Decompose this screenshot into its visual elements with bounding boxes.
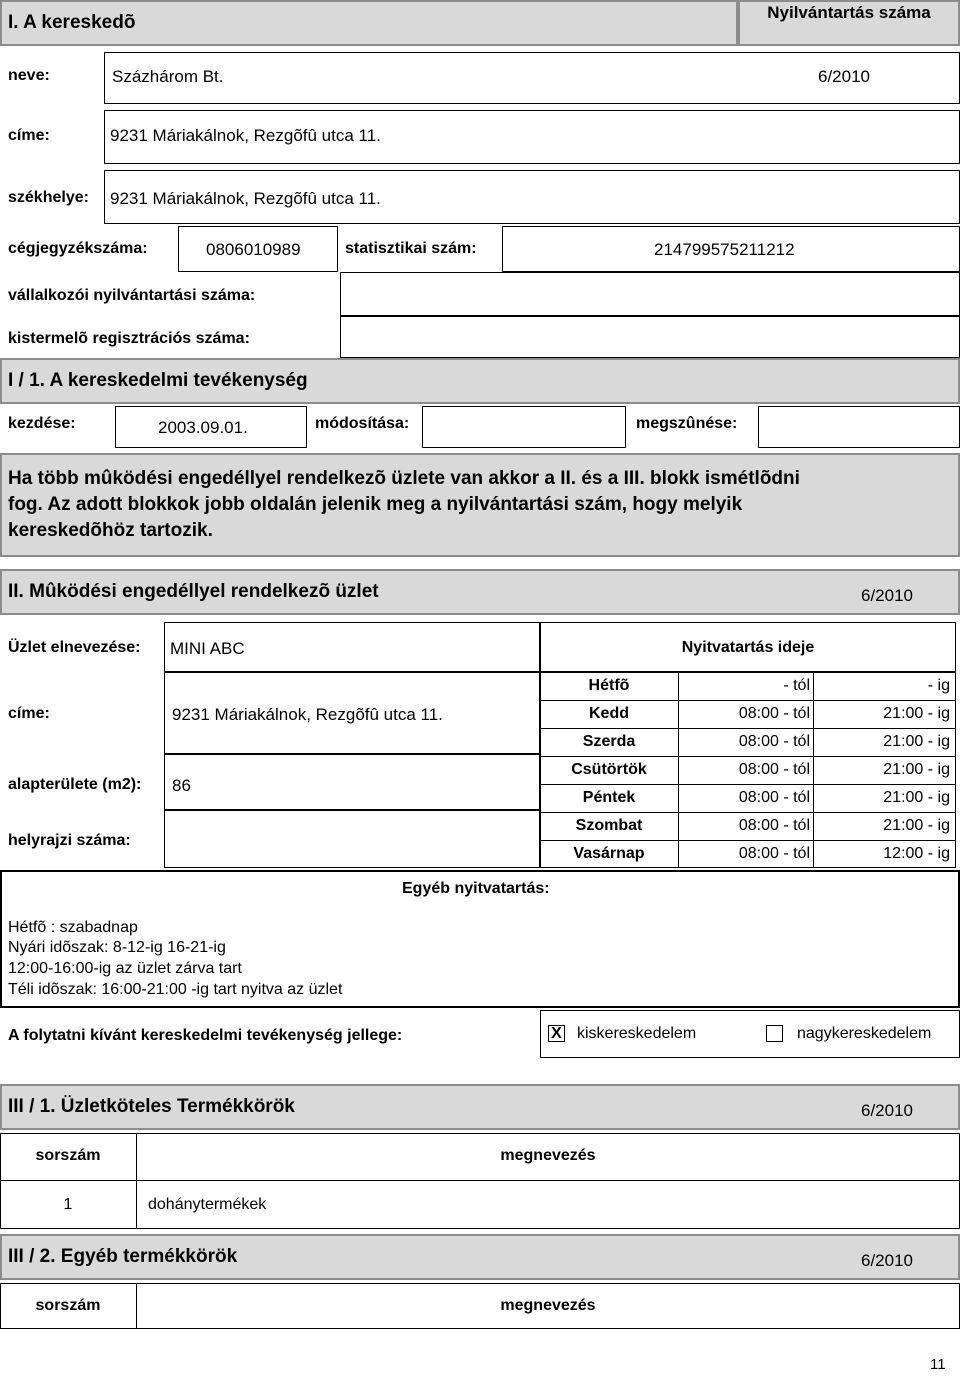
- lot-label: helyrajzi száma:: [8, 832, 131, 849]
- product-row-number: 1: [63, 1196, 73, 1213]
- hours-from: 08:00 - tól: [738, 817, 810, 834]
- hours-to: - ig: [927, 677, 950, 694]
- retail-checkbox[interactable]: X: [548, 1025, 565, 1042]
- hours-from: 08:00 - tól: [738, 789, 810, 806]
- col-number-header: sorszám: [35, 1297, 101, 1314]
- products-section-title: III / 1. Üzletköteles Termékkörök: [8, 1096, 295, 1117]
- name-value: Százhárom Bt.: [112, 67, 224, 86]
- products-reg-number: 6/2010: [861, 1101, 913, 1120]
- reg-number-label: Nyilvántartás száma: [767, 3, 931, 22]
- entrepreneur-field: [340, 272, 960, 316]
- product-row-name: dohánytermékek: [148, 1196, 267, 1213]
- col-name-header: megnevezés: [500, 1147, 596, 1164]
- hours-to: 21:00 - ig: [883, 733, 950, 750]
- hours-day: Szombat: [575, 817, 643, 834]
- hours-day: Csütörtök: [571, 761, 647, 778]
- wholesale-label: nagykereskedelem: [797, 1025, 932, 1042]
- hours-day: Szerda: [582, 733, 636, 750]
- shop-address-value: 9231 Máriakálnok, Rezgõfû utca 11.: [172, 705, 443, 724]
- area-value: 86: [172, 776, 191, 795]
- modify-field: [422, 406, 626, 448]
- start-value: 2003.09.01.: [158, 418, 248, 437]
- wholesale-checkbox[interactable]: [766, 1025, 783, 1042]
- area-field: [164, 754, 540, 810]
- col-name-header: megnevezés: [500, 1297, 596, 1314]
- activity-type-label: A folytatni kívánt kereskedelmi tevékenység jellege:: [8, 1027, 403, 1044]
- hours-to: 21:00 - ig: [883, 705, 950, 722]
- notice-line-1: Ha több mûködési engedéllyel rendelkezõ üzlete van akkor a II. és a III. blokk ismétlõdni: [8, 468, 800, 489]
- notice-line-2: fog. Az adott blokkok jobb oldalán jelenik meg a nyilvántartási szám, hogy melyik: [8, 494, 743, 515]
- seat-value: 9231 Máriakálnok, Rezgõfû utca 11.: [110, 189, 381, 208]
- opening-hours-label: Nyitvatartás ideje: [681, 639, 815, 656]
- address-label: címe:: [8, 127, 50, 144]
- shop-name-label: Üzlet elnevezése:: [8, 639, 141, 656]
- hours-from: 08:00 - tól: [738, 733, 810, 750]
- hours-day: Péntek: [582, 789, 636, 806]
- other-products-reg-number: 6/2010: [861, 1251, 913, 1270]
- retail-label: kiskereskedelem: [577, 1025, 697, 1042]
- name-label: neve:: [8, 67, 50, 84]
- hours-to: 21:00 - ig: [883, 761, 950, 778]
- modify-label: módosítása:: [315, 415, 410, 432]
- hours-from: 08:00 - tól: [738, 761, 810, 778]
- hours-day: Vasárnap: [573, 845, 645, 862]
- shop-address-label: címe:: [8, 705, 50, 722]
- hours-to: 21:00 - ig: [883, 817, 950, 834]
- shop-name-value: MINI ABC: [170, 639, 245, 658]
- stat-value: 214799575211212: [654, 240, 795, 259]
- smallproducer-label: kistermelõ regisztrációs száma:: [8, 330, 250, 347]
- address-value: 9231 Máriakálnok, Rezgõfû utca 11.: [110, 126, 381, 145]
- other-hours-line: Hétfõ : szabadnap: [8, 919, 138, 936]
- reg-number-value: 6/2010: [818, 67, 870, 86]
- activity-section-title: I / 1. A kereskedelmi tevékenység: [8, 370, 308, 391]
- end-label: megszûnése:: [636, 415, 738, 432]
- col-number-header: sorszám: [35, 1147, 101, 1164]
- seat-label: székhelye:: [8, 189, 89, 206]
- hours-from: 08:00 - tól: [738, 705, 810, 722]
- stat-label: statisztikai szám:: [345, 240, 477, 257]
- start-label: kezdése:: [8, 415, 76, 432]
- lot-field: [164, 810, 540, 868]
- hours-day: Hétfõ: [588, 677, 630, 694]
- end-field: [758, 406, 960, 448]
- other-products-section-title: III / 2. Egyéb termékkörök: [8, 1246, 238, 1267]
- section-title: I. A kereskedõ: [8, 12, 136, 33]
- other-hours-line: Nyári idõszak: 8-12-ig 16-21-ig: [8, 939, 226, 956]
- other-hours-line: Téli idõszak: 16:00-21:00 -ig tart nyitva az üzlet: [8, 981, 343, 998]
- shop-section-title: II. Mûködési engedéllyel rendelkezõ üzlet: [8, 581, 379, 602]
- shop-reg-number: 6/2010: [861, 586, 913, 605]
- notice-line-3: kereskedõhöz tartozik.: [8, 520, 213, 541]
- company-reg-value: 0806010989: [206, 240, 301, 259]
- hours-to: 12:00 - ig: [883, 845, 950, 862]
- smallproducer-field: [340, 316, 960, 358]
- entrepreneur-label: vállalkozói nyilvántartási száma:: [8, 287, 256, 304]
- other-hours-line: 12:00-16:00-ig az üzlet zárva tart: [8, 960, 242, 977]
- hours-to: 21:00 - ig: [883, 789, 950, 806]
- area-label: alapterülete (m2):: [8, 776, 142, 793]
- company-reg-label: cégjegyzékszáma:: [8, 240, 148, 257]
- hours-day: Kedd: [589, 705, 629, 722]
- hours-from: - tól: [783, 677, 810, 694]
- page-number: 11: [930, 1356, 946, 1373]
- other-hours-label: Egyéb nyitvatartás:: [402, 880, 550, 897]
- hours-from: 08:00 - tól: [738, 845, 810, 862]
